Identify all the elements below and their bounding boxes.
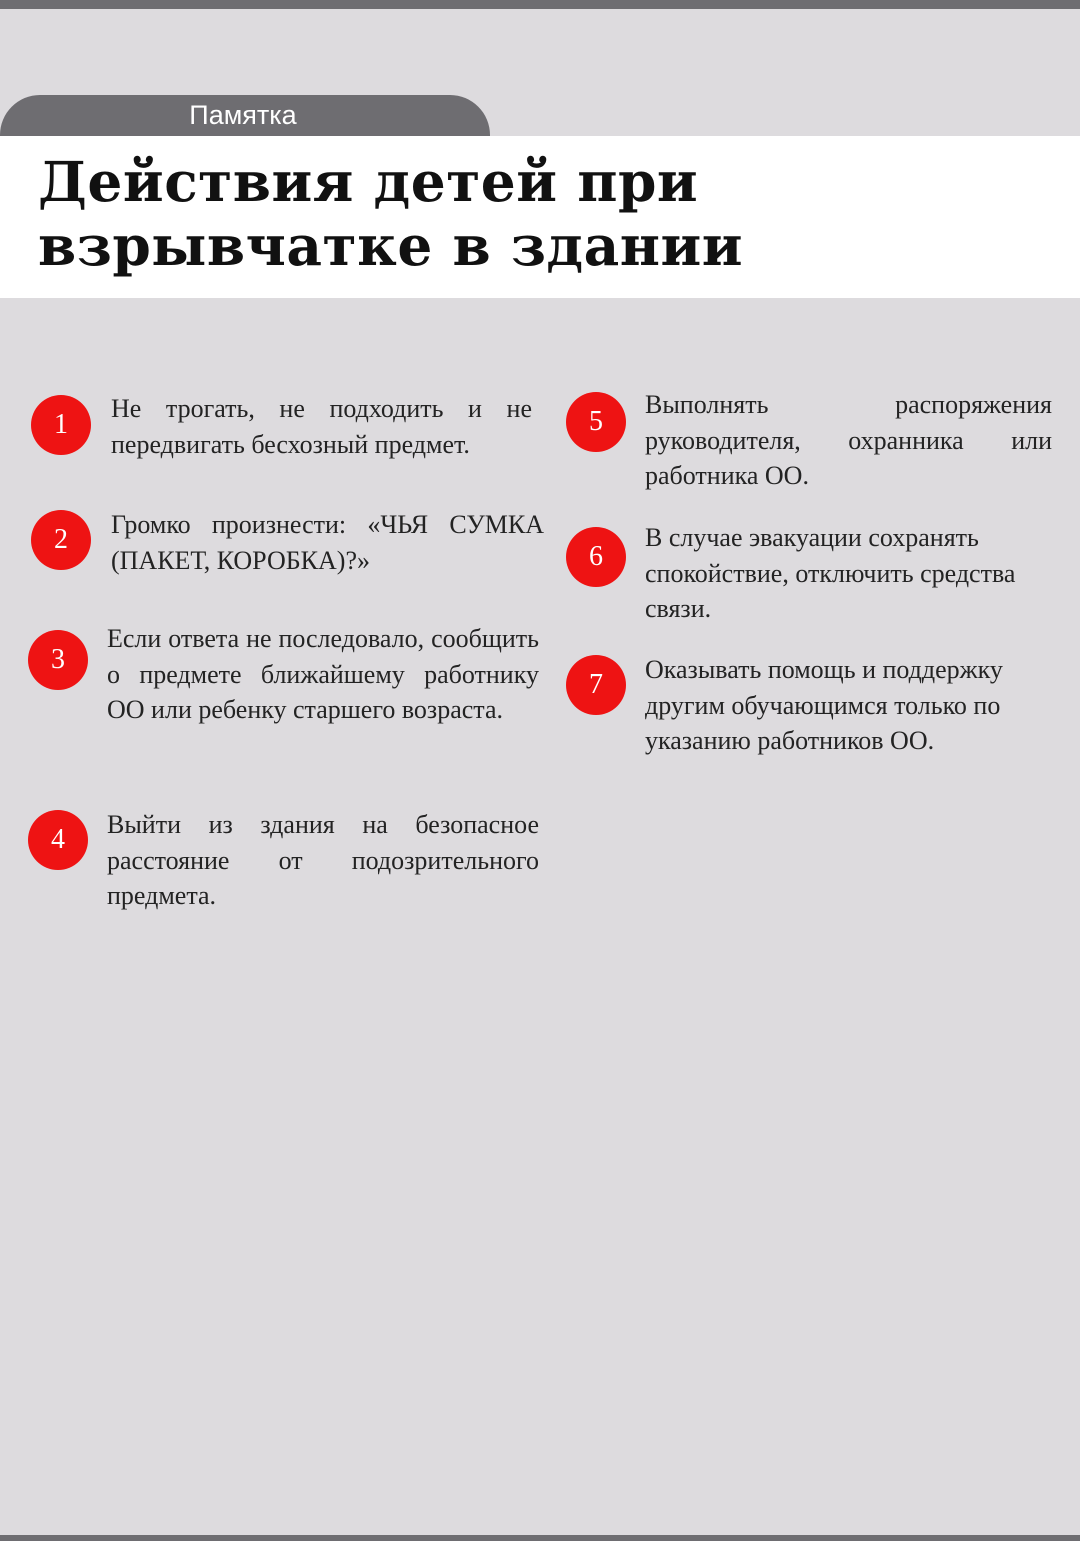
number-badge-4: 4 bbox=[28, 810, 88, 870]
number-badge-1: 1 bbox=[31, 395, 91, 455]
number-badge-2: 2 bbox=[31, 510, 91, 570]
number-badge-5: 5 bbox=[566, 392, 626, 452]
number-badge-6: 6 bbox=[566, 527, 626, 587]
memo-tag: Памятка bbox=[0, 95, 490, 137]
bottom-divider-bar bbox=[0, 1535, 1080, 1541]
number-badge-7: 7 bbox=[566, 655, 626, 715]
item-text-2: Громко произнести: «ЧЬЯ СУМКА (ПАКЕТ, КОРОБКА)?» bbox=[111, 510, 544, 575]
item-text-4: Выйти из здания на безопасное расстояние от подозрительного предмета. bbox=[107, 810, 539, 910]
item-text-7: Оказывать помощь и поддержку другим обучающимся только по указанию работников ОО. bbox=[645, 655, 1003, 755]
page-title-line-1: Действия детей при bbox=[38, 149, 699, 214]
item-text-6: В случае эвакуации сохранять спокойствие, отключить средства связи. bbox=[645, 523, 1016, 623]
page-title bbox=[38, 150, 743, 278]
item-text-3: Если ответа не последовало, сообщить о предмете ближайшему работнику ОО или ребенку старшего возраста. bbox=[107, 624, 539, 724]
page-title-line-2: взрывчатке в здании bbox=[38, 213, 744, 278]
item-text-5: Выполнять распоряжения руководителя, охранника или работника ОО. bbox=[645, 390, 1052, 490]
top-divider-bar bbox=[0, 0, 1080, 9]
item-text-1: Не трогать, не подходить и не передвигать бесхозный предмет. bbox=[111, 394, 532, 459]
number-badge-3: 3 bbox=[28, 630, 88, 690]
